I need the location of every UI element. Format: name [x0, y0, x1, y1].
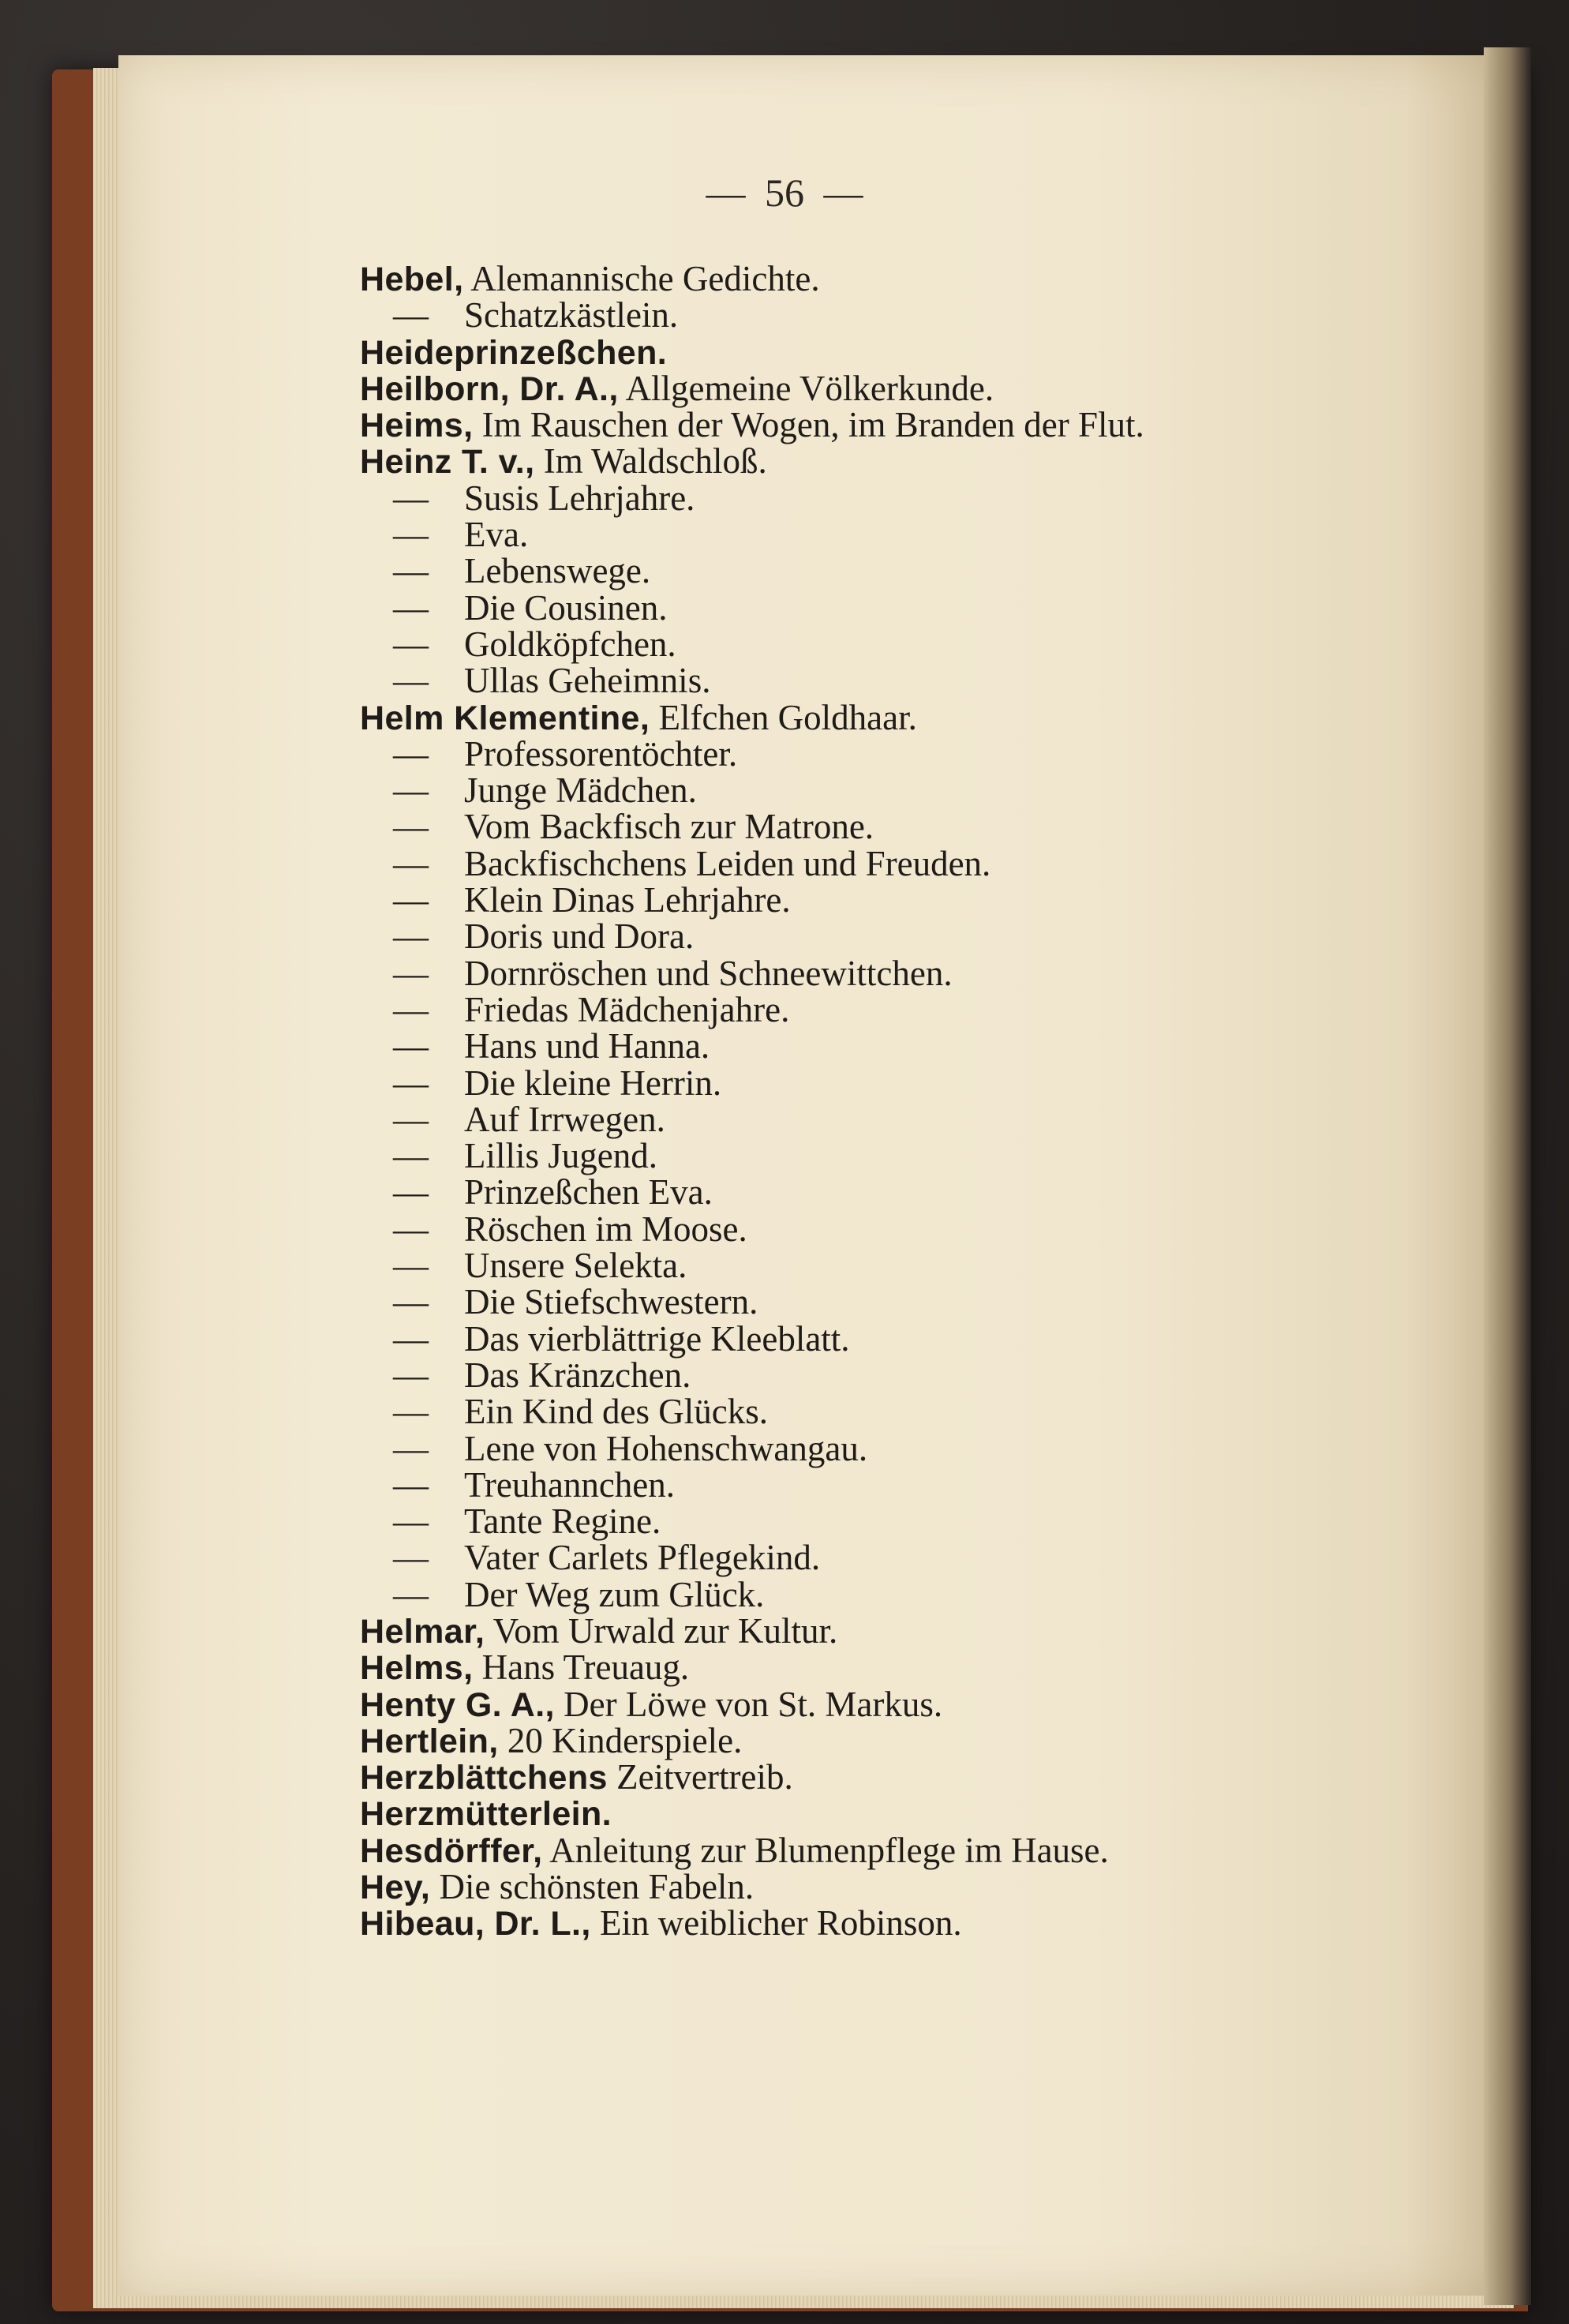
entry-title: Die kleine Herrin.	[464, 1063, 722, 1103]
catalog-entry	[360, 1832, 1465, 1869]
entry-title: Zeitvertreib.	[616, 1757, 793, 1797]
entry-title: Im Rauschen der Wogen, im Branden der Flut.	[481, 405, 1144, 445]
catalog-entry	[360, 1722, 1465, 1759]
catalog-subentry	[360, 1357, 1465, 1393]
catalog-entry	[360, 1903, 1465, 1944]
entry-title: Professorentöchter.	[464, 733, 738, 774]
catalog-subentry	[360, 1028, 1465, 1064]
entry-title: Im Waldschloß.	[543, 441, 767, 482]
page-number-suffix: —	[823, 171, 863, 215]
ditto-dash: —	[393, 587, 429, 628]
entry-author: Helms,	[360, 1649, 474, 1688]
entry-author: Hey,	[360, 1869, 431, 1907]
ditto-dash: —	[393, 1318, 429, 1359]
ditto-dash: —	[393, 1464, 429, 1505]
catalog-subentry	[360, 882, 1465, 918]
entry-title: Das vierblättrige Kleeblatt.	[464, 1318, 850, 1359]
entry-author: Heideprinzeßchen.	[360, 333, 668, 372]
catalog-entry	[360, 1610, 1465, 1651]
entry-author: Heims,	[360, 407, 474, 445]
ditto-dash: —	[393, 624, 429, 664]
ditto-dash: —	[393, 1209, 429, 1249]
ditto-dash: —	[393, 551, 429, 591]
catalog-entry	[360, 1647, 1465, 1688]
book-gutter	[1484, 47, 1531, 2305]
ditto-dash: —	[393, 1026, 429, 1066]
catalog-subentry	[360, 1464, 1465, 1505]
page-number-prefix: —	[706, 171, 746, 215]
catalog-entry	[360, 407, 1465, 443]
ditto-dash: —	[393, 1246, 429, 1286]
catalog-entry	[360, 1869, 1465, 1905]
ditto-dash: —	[393, 1392, 429, 1432]
catalog-entry	[360, 441, 1465, 482]
entry-title: Röschen im Moose.	[464, 1209, 747, 1249]
entry-title: Tante Regine.	[464, 1501, 661, 1542]
catalog-subentry	[360, 297, 1465, 333]
entry-author: Hibeau, Dr. L.,	[360, 1905, 591, 1944]
catalog-subentry	[360, 955, 1465, 991]
catalog-subentry	[360, 626, 1465, 662]
entry-title: Das Kränzchen.	[464, 1355, 691, 1395]
entry-title: Alemannische Gedichte.	[470, 259, 820, 298]
entry-title: Vom Urwald zur Kultur.	[492, 1610, 838, 1651]
entry-author: Helmar,	[360, 1612, 485, 1651]
ditto-dash: —	[393, 478, 429, 518]
entry-title: Auf Irrwegen.	[464, 1099, 665, 1139]
entry-title: Elfchen Goldhaar.	[658, 697, 917, 737]
entry-author: Henty G. A.,	[360, 1685, 555, 1724]
entry-title: Lene von Hohenschwangau.	[464, 1428, 868, 1468]
catalog-subentry	[360, 1284, 1465, 1320]
catalog-subentry	[360, 1247, 1465, 1284]
entry-title: Ein weiblicher Robinson.	[599, 1903, 962, 1944]
entry-title: Klein Dinas Lehrjahre.	[464, 880, 791, 920]
catalog-subentry	[360, 916, 1465, 957]
entry-title: Prinzeßchen Eva.	[464, 1172, 713, 1213]
entry-title: Anleitung zur Blumenpflege im Hause.	[549, 1830, 1109, 1870]
catalog-subentry	[360, 1430, 1465, 1467]
entry-title: Die schönsten Fabeln.	[439, 1867, 755, 1907]
catalog-subentry	[360, 553, 1465, 589]
ditto-dash: —	[393, 1136, 429, 1176]
entry-title: Dornröschen und Schneewittchen.	[464, 953, 953, 993]
entry-author: Heilborn, Dr. A.,	[360, 369, 619, 408]
entry-title: Die Stiefschwestern.	[464, 1282, 758, 1322]
ditto-dash: —	[393, 770, 429, 811]
ditto-dash: —	[393, 807, 429, 847]
catalog-entry	[360, 1686, 1465, 1722]
entry-author: Hebel,	[360, 261, 464, 298]
entry-author: Herzblättchens	[360, 1759, 608, 1797]
entry-title: Eva.	[464, 515, 529, 555]
catalog-entry-list	[360, 261, 1465, 1942]
ditto-dash: —	[393, 1063, 429, 1103]
entry-title: Der Löwe von St. Markus.	[564, 1684, 943, 1724]
entry-title: Friedas Mädchenjahre.	[464, 989, 790, 1029]
entry-title: Lillis Jugend.	[464, 1136, 657, 1176]
catalog-subentry	[360, 770, 1465, 811]
entry-author: Hesdörffer,	[360, 1831, 543, 1870]
catalog-subentry	[360, 480, 1465, 516]
entry-author: Herzmütterlein.	[360, 1795, 612, 1834]
page-number	[0, 170, 1569, 216]
entry-title: Junge Mädchen.	[464, 770, 697, 811]
catalog-subentry	[360, 1576, 1465, 1613]
ditto-dash: —	[393, 1172, 429, 1213]
ditto-dash: —	[393, 989, 429, 1029]
catalog-entry	[360, 370, 1465, 407]
entry-author: Hertlein,	[360, 1722, 499, 1760]
entry-author: Helm Klementine,	[360, 699, 650, 737]
ditto-dash: —	[393, 1574, 429, 1614]
entry-title: Die Cousinen.	[464, 587, 668, 628]
catalog-subentry	[360, 1101, 1465, 1138]
entry-title: Lebenswege.	[464, 551, 651, 591]
catalog-subentry	[360, 845, 1465, 882]
ditto-dash: —	[393, 843, 429, 883]
ditto-dash: —	[393, 1282, 429, 1322]
catalog-subentry	[360, 808, 1465, 845]
entry-title: Ullas Geheimnis.	[464, 661, 711, 701]
entry-title: Der Weg zum Glück.	[464, 1574, 765, 1614]
entry-title: Vom Backfisch zur Matrone.	[464, 807, 874, 847]
entry-title: 20 Kinderspiele.	[507, 1720, 743, 1760]
entry-title: Vater Carlets Pflegekind.	[464, 1538, 821, 1578]
entry-title: Treuhannchen.	[464, 1464, 676, 1505]
catalog-subentry	[360, 587, 1465, 628]
entry-title: Goldköpfchen.	[464, 624, 676, 664]
catalog-entry	[360, 699, 1465, 736]
ditto-dash: —	[393, 733, 429, 774]
catalog-subentry	[360, 733, 1465, 774]
catalog-subentry	[360, 662, 1465, 699]
entry-title: Unsere Selekta.	[464, 1246, 687, 1286]
ditto-dash: —	[393, 295, 429, 335]
ditto-dash: —	[393, 953, 429, 993]
ditto-dash: —	[393, 661, 429, 701]
ditto-dash: —	[393, 1355, 429, 1395]
catalog-subentry	[360, 1211, 1465, 1247]
ditto-dash: —	[393, 1501, 429, 1542]
ditto-dash: —	[393, 1099, 429, 1139]
entry-title: Allgemeine Völkerkunde.	[625, 368, 994, 408]
catalog-subentry	[360, 1065, 1465, 1101]
entry-title: Backfischchens Leiden und Freuden.	[464, 843, 991, 883]
catalog-subentry	[360, 1318, 1465, 1359]
catalog-entry	[360, 1759, 1465, 1795]
entry-title: Doris und Dora.	[464, 916, 695, 957]
ditto-dash: —	[393, 515, 429, 555]
page-number-value: 56	[765, 171, 804, 215]
catalog-subentry	[360, 1539, 1465, 1576]
catalog-entry	[360, 261, 1465, 297]
catalog-subentry	[360, 516, 1465, 553]
ditto-dash: —	[393, 1538, 429, 1578]
catalog-entry	[360, 1795, 1465, 1834]
entry-author: Heinz T. v.,	[360, 443, 535, 482]
catalog-subentry	[360, 1138, 1465, 1174]
catalog-subentry	[360, 1172, 1465, 1213]
ditto-dash: —	[393, 916, 429, 957]
entry-title: Schatzkästlein.	[464, 295, 679, 335]
ditto-dash: —	[393, 880, 429, 920]
catalog-entry	[360, 334, 1465, 370]
entry-title: Susis Lehrjahre.	[464, 478, 695, 518]
catalog-subentry	[360, 1501, 1465, 1542]
entry-title: Hans Treuaug.	[481, 1647, 690, 1688]
entry-title: Hans und Hanna.	[464, 1026, 710, 1066]
ditto-dash: —	[393, 1428, 429, 1468]
entry-title: Ein Kind des Glücks.	[464, 1392, 768, 1432]
catalog-subentry	[360, 1393, 1465, 1430]
catalog-subentry	[360, 991, 1465, 1028]
